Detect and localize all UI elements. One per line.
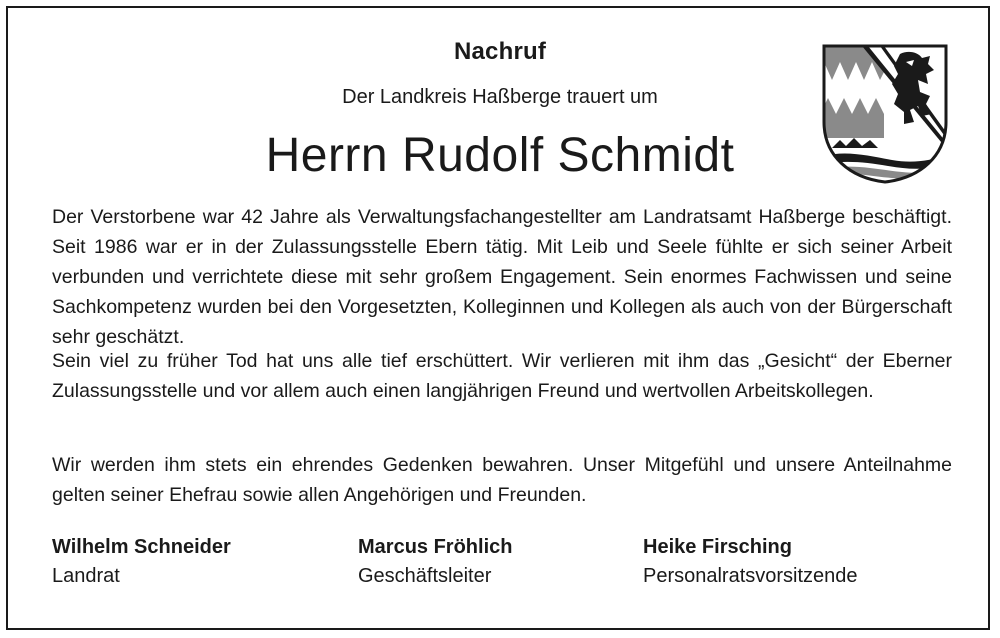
signatory	[52, 533, 231, 591]
signatory-name: Marcus Fröhlich	[358, 536, 513, 558]
coat-of-arms-icon	[822, 44, 948, 184]
paragraph-career: Der Verstorbene war 42 Jahre als Verwaltungsfachangestellter am Landratsamt Haßberge beschäftigt. Seit 1986 war er in der Zulassungsstelle Ebern tätig. Mit Leib und Seele fühlte er sich seiner Arbeit verbunden und verrichtete diese mit sehr großem Engagement. Sein enormes Fachwissen und seine Sachkompetenz wurden bei den Vorgesetzten, Kolleginnen und Kollegen als auch von der Bürgerschaft sehr geschätzt.	[52, 206, 952, 348]
signatory	[358, 533, 512, 591]
deceased-name: Herrn Rudolf Schmidt	[265, 129, 735, 182]
signatory-name: Heike Firsching	[643, 536, 792, 558]
signatory-role: Geschäftsleiter	[358, 565, 492, 587]
notice-heading: Nachruf	[453, 38, 547, 65]
notice-subheading: Der Landkreis Haßberge trauert um	[342, 86, 658, 108]
signatory-role: Personalratsvorsitzende	[643, 565, 858, 587]
paragraph-loss: Sein viel zu früher Tod hat uns alle tief erschüttert. Wir verlieren mit ihm das „Gesicht“ der Eberner Zulassungsstelle und vor allem auch einen langjährigen Freund und wertvollen Arbeitskollegen.	[52, 350, 952, 402]
signatory-name: Wilhelm Schneider	[52, 536, 231, 558]
paragraph-remembrance: Wir werden ihm stets ein ehrendes Gedenken bewahren. Unser Mitgefühl und unsere Anteilnahme gelten seiner Ehefrau sowie allen Angehörigen und Freunden.	[52, 454, 952, 506]
signatory	[643, 533, 858, 591]
signatory-role: Landrat	[52, 565, 120, 587]
